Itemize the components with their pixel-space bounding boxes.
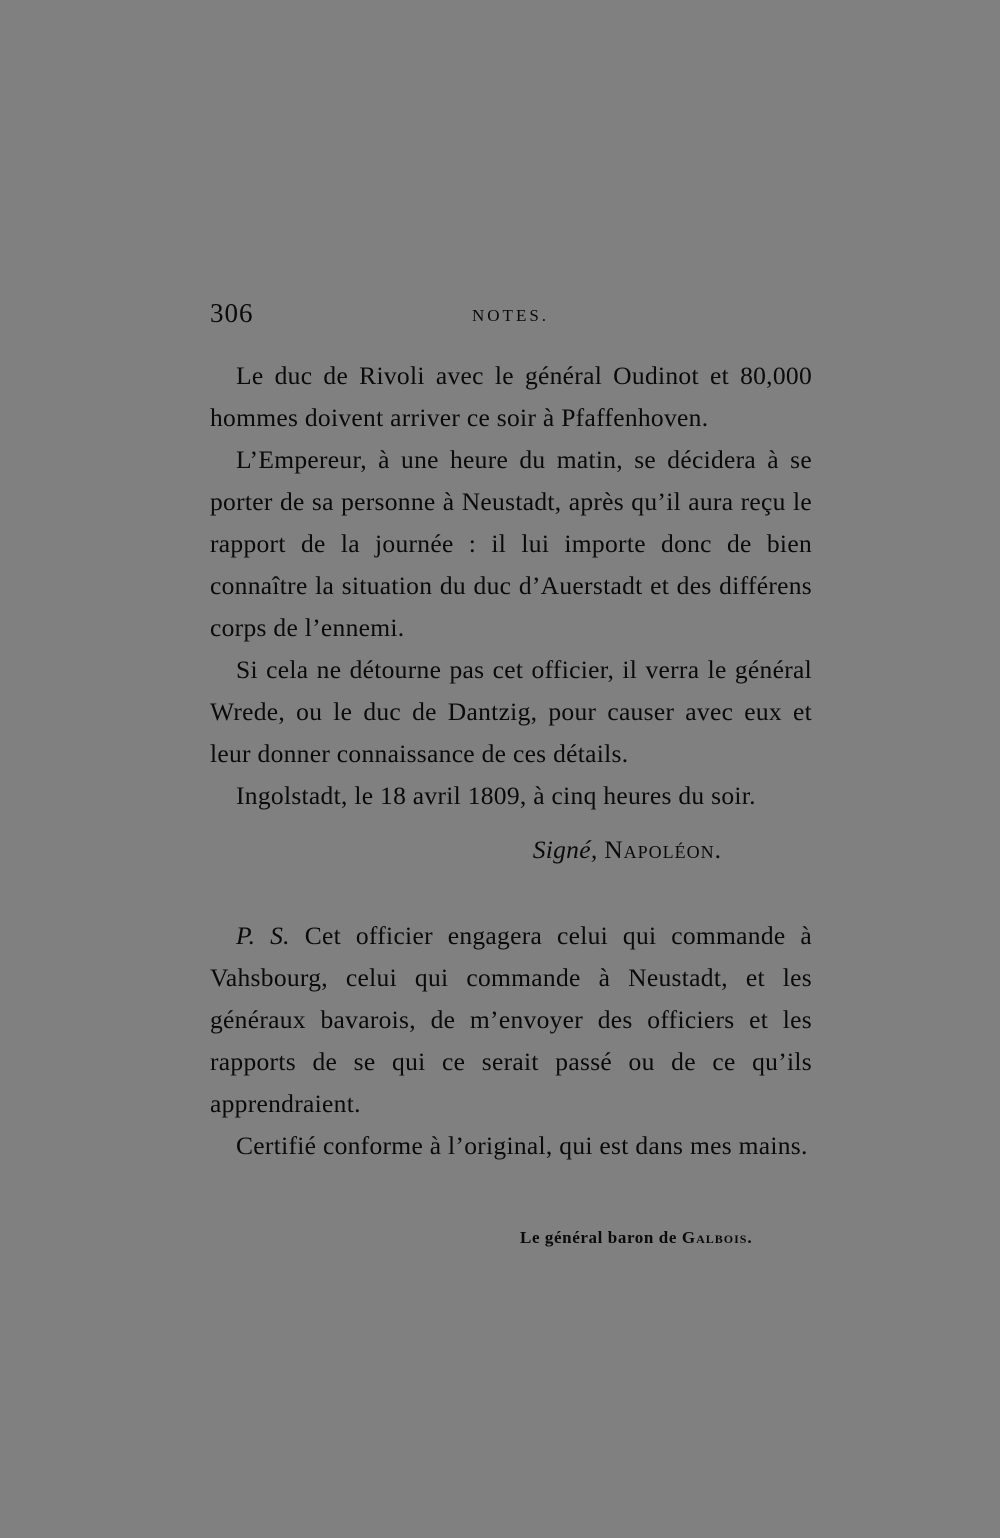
closing-prefix: Le général baron de [520,1228,677,1247]
page-header [210,298,810,338]
paragraph-empereur: L’Empereur, à une heure du matin, se décidera à se porter de sa personne à Neustadt, après qu’il aura reçu le rapport de la journée : il lui importe donc de bien connaître la situation du duc d’Auerstadt et des différens corps de l’ennemi. [210,445,812,642]
paragraph-date: Ingolstadt, le 18 avril 1809, à cinq heures du soir. [236,781,756,810]
postscript-paragraph [210,915,812,1125]
certification-paragraph: Certifié conforme à l’original, qui est dans mes mains. [236,1131,808,1160]
signe-label: Signé, [532,835,598,864]
postscript-text: Cet officier engagera celui qui commande à Vahsbourg, celui qui commande à Neustadt, et les généraux bavarois, de m’envoyer des officiers et les rapports de se qui ce serait passé ou de ce qu’ils apprendraient. [210,921,812,1118]
closing-name: Galbois. [681,1228,753,1247]
closing-signature [520,1228,753,1248]
signature-name: Napoléon. [604,835,722,864]
running-head: NOTES. [472,306,550,325]
body-text [210,355,812,1167]
page-number: 306 [210,298,254,328]
postscript-label: P. S. [236,921,290,950]
signature-line [210,829,812,871]
postscript [210,915,812,1167]
paragraph-officier: Si cela ne détourne pas cet officier, il verra le général Wrede, ou le duc de Dantzig, pour causer avec eux et leur donner connaissance de ces détails. [210,655,812,768]
paragraph-rivoli: Le duc de Rivoli avec le général Oudinot et 80,000 hommes doivent arriver ce soir à Pfaffenhoven. [210,361,812,432]
